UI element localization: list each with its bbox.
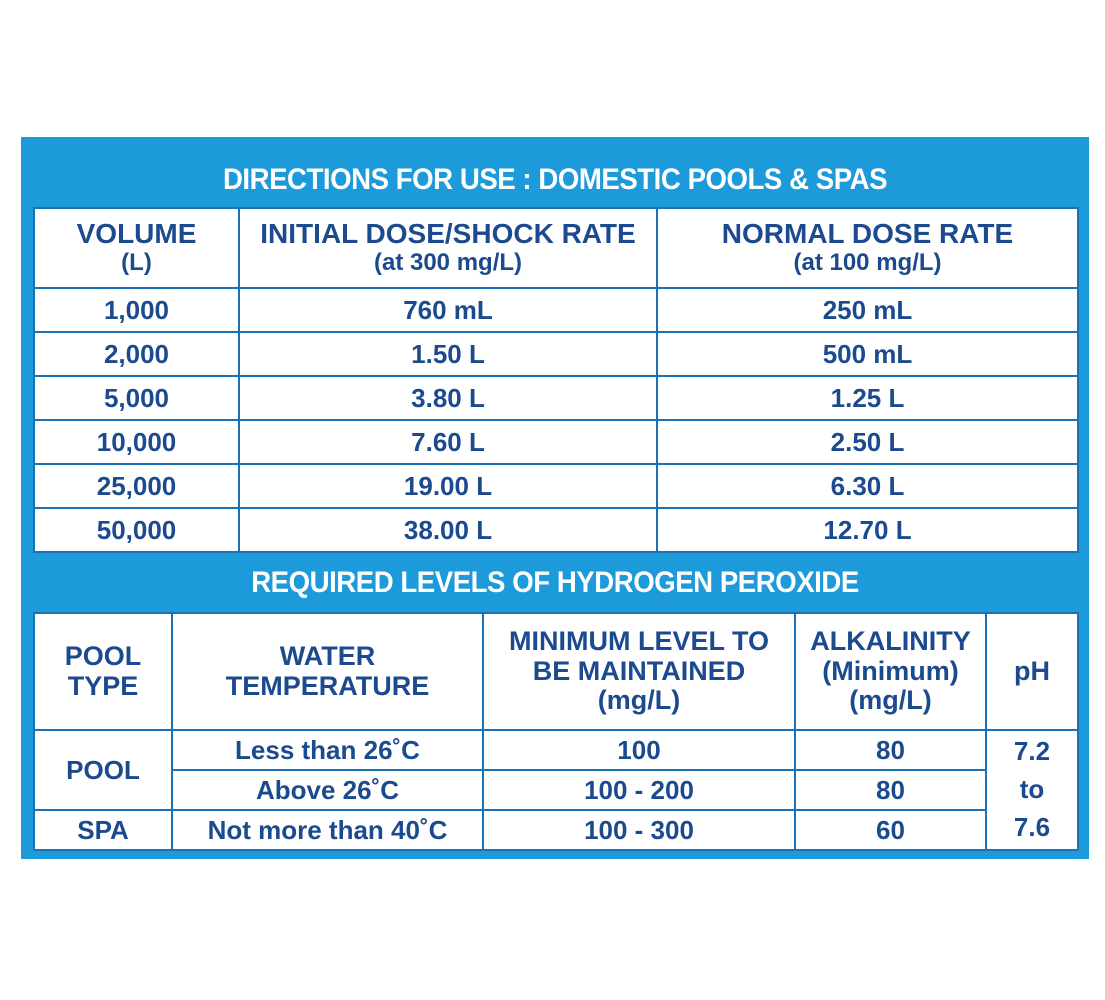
volume-header: VOLUME (L) [34,208,239,288]
normal-dose-cell: 2.50 L [657,420,1078,464]
volume-cell: 1,000 [34,288,239,332]
directions-title: DIRECTIONS FOR USE : DOMESTIC POOLS & SPAS [222,163,888,196]
table-row [34,376,1078,420]
minimum-level-cell: 100 - 300 [483,810,795,850]
normal-dose-header: NORMAL DOSE RATE (at 100 mg/L) [657,208,1078,288]
volume-cell: 5,000 [34,376,239,420]
label-panel [21,137,1089,859]
ph-range-cell: 7.2 to 7.6 [986,730,1078,850]
pool-type-header: POOL TYPE [34,613,172,730]
normal-dose-cell: 500 mL [657,332,1078,376]
alkalinity-cell: 80 [795,770,986,810]
initial-dose-header: INITIAL DOSE/SHOCK RATE (at 300 mg/L) [239,208,657,288]
normal-dose-cell: 6.30 L [657,464,1078,508]
initial-dose-cell: 760 mL [239,288,657,332]
minimum-level-cell: 100 [483,730,795,770]
ph-header: pH [986,613,1078,730]
peroxide-levels-title: REQUIRED LEVELS OF HYDROGEN PEROXIDE [251,566,859,599]
normal-dose-cell: 1.25 L [657,376,1078,420]
initial-dose-cell: 38.00 L [239,508,657,552]
volume-cell: 25,000 [34,464,239,508]
temperature-cell: Less than 26˚C [172,730,483,770]
volume-cell: 50,000 [34,508,239,552]
dose-table [33,207,1079,553]
minimum-level-cell: 100 - 200 [483,770,795,810]
table-row [34,332,1078,376]
table-row [34,770,1078,810]
alkalinity-cell: 60 [795,810,986,850]
water-temperature-header: WATER TEMPERATURE [172,613,483,730]
minimum-level-header: MINIMUM LEVEL TO BE MAINTAINED (mg/L) [483,613,795,730]
table-row [34,810,1078,850]
table-row [34,730,1078,770]
initial-dose-cell: 7.60 L [239,420,657,464]
table-row [34,420,1078,464]
dose-table-header [34,208,1078,288]
initial-dose-cell: 3.80 L [239,376,657,420]
levels-table-header [34,613,1078,730]
table-row [34,464,1078,508]
volume-cell: 2,000 [34,332,239,376]
normal-dose-cell: 12.70 L [657,508,1078,552]
initial-dose-cell: 1.50 L [239,332,657,376]
temperature-cell: Not more than 40˚C [172,810,483,850]
alkalinity-cell: 80 [795,730,986,770]
pool-type-cell: SPA [34,810,172,850]
initial-dose-cell: 19.00 L [239,464,657,508]
peroxide-levels-table [33,612,1079,851]
table-row [34,288,1078,332]
normal-dose-cell: 250 mL [657,288,1078,332]
volume-cell: 10,000 [34,420,239,464]
pool-type-cell: POOL [34,730,172,810]
table-row [34,508,1078,552]
alkalinity-header: ALKALINITY (Minimum) (mg/L) [795,613,986,730]
temperature-cell: Above 26˚C [172,770,483,810]
